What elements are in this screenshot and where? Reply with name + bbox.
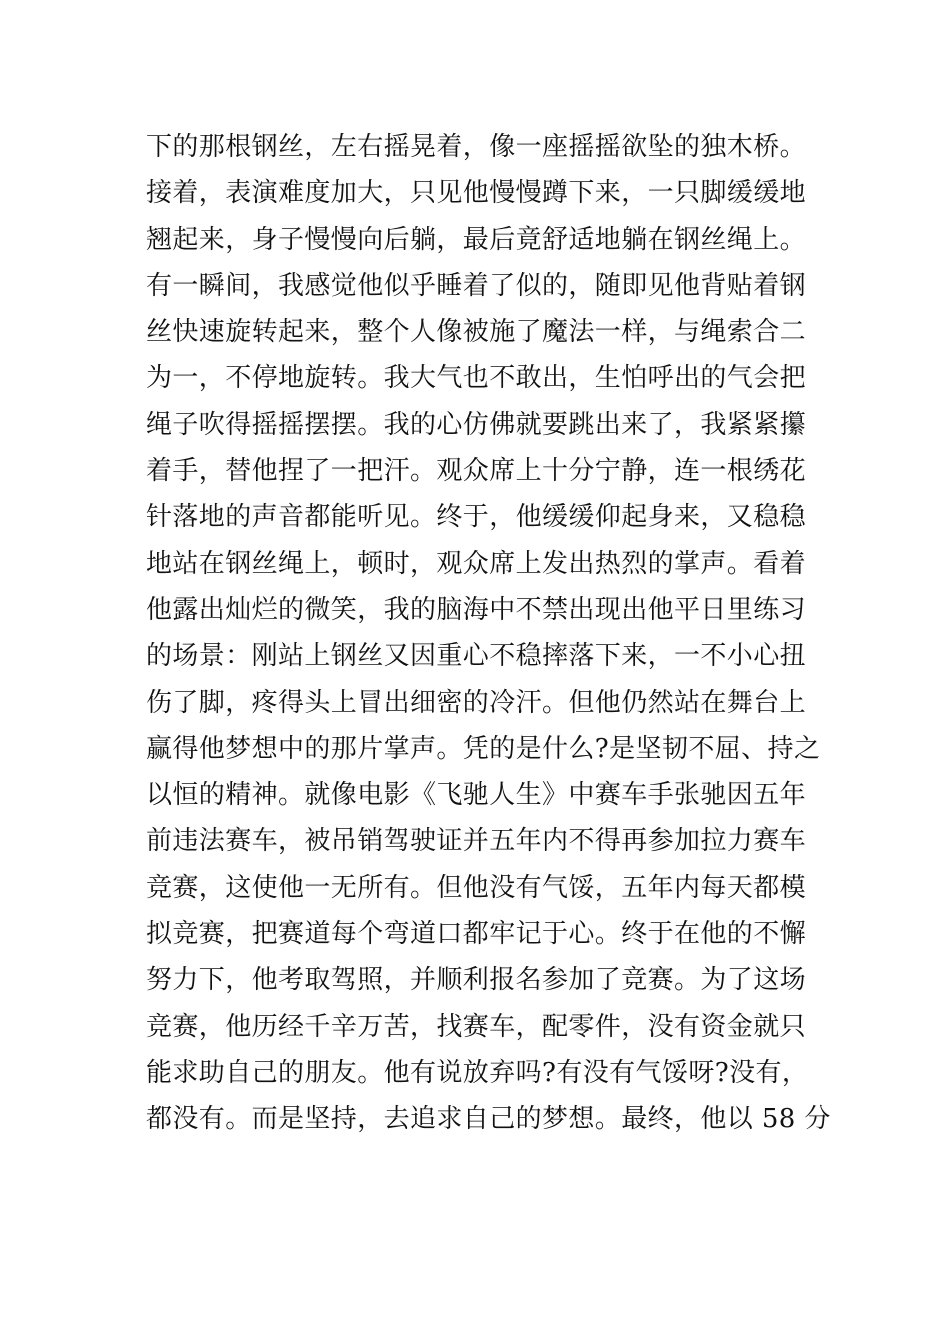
text-line: 都没有。而是坚持，去追求自己的梦想。最终，他以 58 分 (146, 1104, 831, 1135)
text-line: 以恒的精神。就像电影《飞驰人生》中赛车手张驰因五年 (146, 780, 807, 811)
text-line: 前违法赛车，被吊销驾驶证并五年内不得再参加拉力赛车 (146, 826, 807, 857)
text-line: 丝快速旋转起来，整个人像被施了魔法一样，与绳索合二 (146, 317, 807, 348)
body-text (146, 124, 831, 1143)
text-line: 伤了脚，疼得头上冒出细密的冷汗。但他仍然站在舞台上 (146, 687, 807, 718)
text-line: 能求助自己的朋友。他有说放弃吗?有没有气馁呀?没有， (146, 1057, 809, 1088)
text-line: 有一瞬间，我感觉他似乎睡着了似的，随即见他背贴着钢 (146, 270, 807, 301)
text-line: 翘起来，身子慢慢向后躺，最后竟舒适地躺在钢丝绳上。 (146, 224, 807, 255)
text-line: 努力下，他考取驾照，并顺利报名参加了竞赛。为了这场 (146, 965, 807, 996)
text-line: 接着，表演难度加大，只见他慢慢蹲下来，一只脚缓缓地 (146, 178, 807, 209)
text-line: 下的那根钢丝，左右摇晃着，像一座摇摇欲坠的独木桥。 (146, 132, 807, 162)
text-line: 着手，替他捏了一把汗。观众席上十分宁静，连一根绣花 (146, 456, 807, 487)
text-line: 赢得他梦想中的那片掌声。凭的是什么?是坚韧不屈、持之 (146, 733, 821, 764)
text-line: 针落地的声音都能听见。终于，他缓缓仰起身来，又稳稳 (146, 502, 807, 533)
text-line: 绳子吹得摇摇摆摆。我的心仿佛就要跳出来了，我紧紧攥 (146, 409, 807, 440)
text-line: 拟竞赛，把赛道每个弯道口都牢记于心。终于在他的不懈 (146, 919, 807, 950)
text-line: 竞赛，他历经千辛万苦，找赛车，配零件，没有资金就只 (146, 1011, 807, 1042)
text-line: 地站在钢丝绳上，顿时，观众席上发出热烈的掌声。看着 (146, 548, 807, 579)
text-line: 为一，不停地旋转。我大气也不敢出，生怕呼出的气会把 (146, 363, 807, 394)
text-line: 的场景：刚站上钢丝又因重心不稳摔落下来，一不小心扭 (146, 641, 807, 672)
text-line: 他露出灿烂的微笑，我的脑海中不禁出现出他平日里练习 (146, 594, 807, 625)
text-line: 竞赛，这使他一无所有。但他没有气馁，五年内每天都模 (146, 872, 807, 903)
